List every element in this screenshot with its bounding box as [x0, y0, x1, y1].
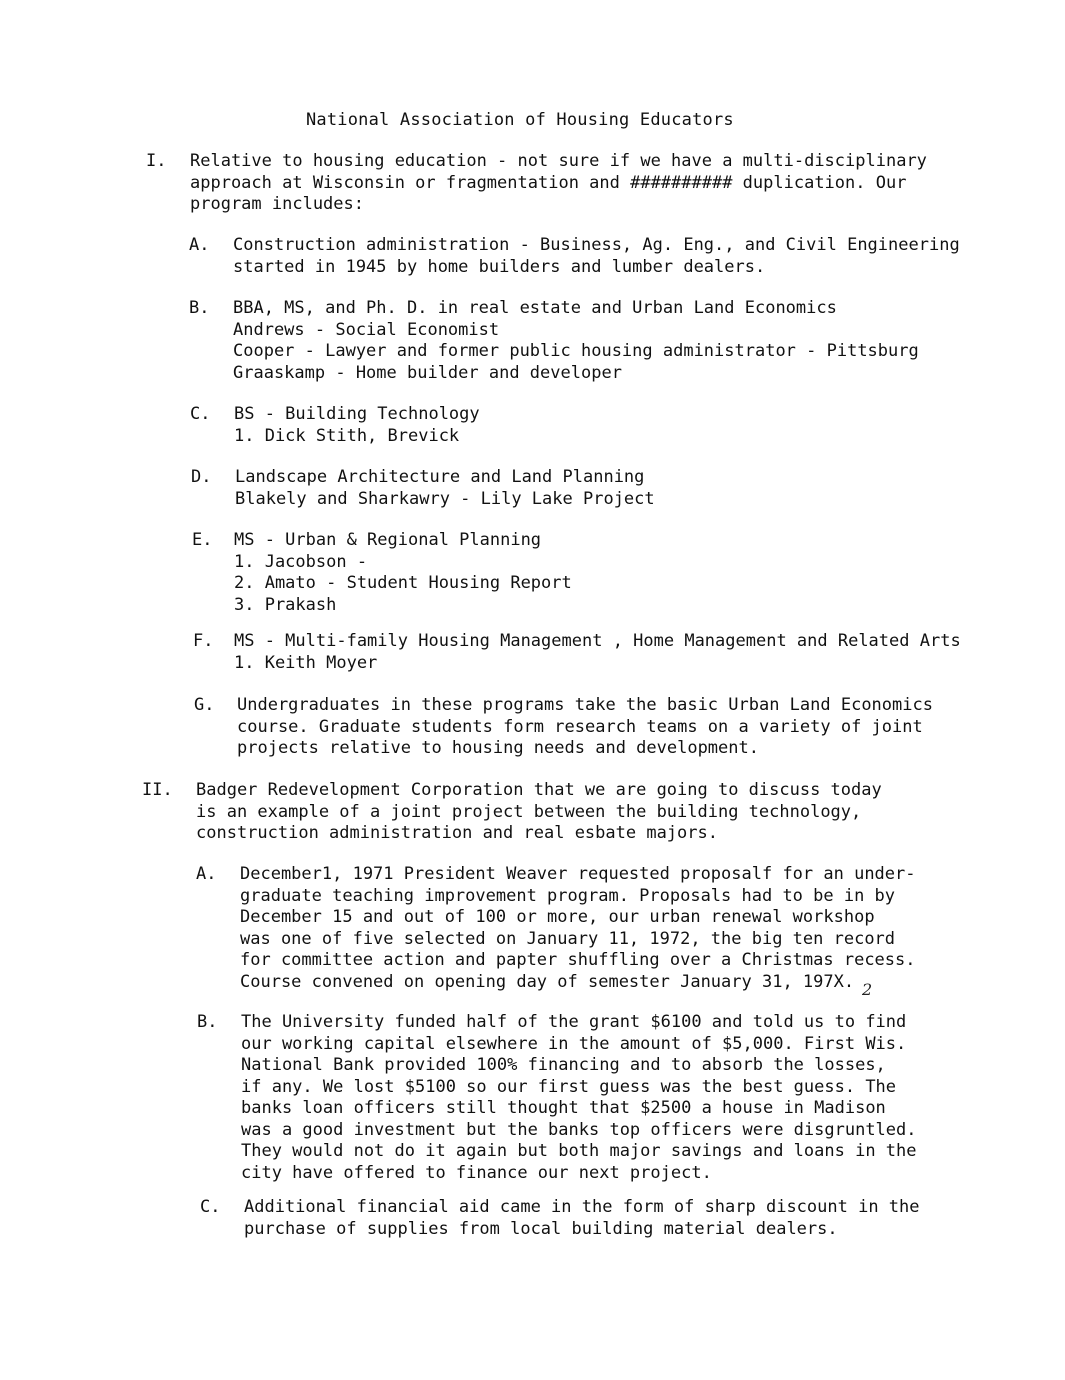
item-marker: B. — [189, 298, 210, 318]
item-marker: C. — [190, 404, 211, 424]
item-marker: G. — [194, 695, 215, 715]
section-marker: II. — [142, 780, 173, 800]
item-marker: B. — [197, 1012, 218, 1032]
item-line: if any. We lost $5100 so our first guess was the best guess. The — [241, 1076, 897, 1097]
section-marker: I. — [146, 151, 167, 171]
paragraph-line: program includes: — [190, 194, 364, 214]
item-line: December 15 and out of 100 or more, our urban renewal workshop — [240, 907, 875, 927]
item-line: course. Graduate students form research teams on a variety of joint — [237, 716, 923, 737]
item-line: BBA, MS, and Ph. D. in real estate and Urban Land Economics — [233, 298, 837, 318]
item-line: 1. Dick Stith, Brevick — [234, 425, 460, 446]
item-marker: A. — [196, 864, 217, 884]
item-line: started in 1945 by home builders and lumber dealers. — [233, 256, 766, 277]
item-marker: A. — [189, 235, 210, 255]
item-line: 2. Amato - Student Housing Report — [234, 573, 572, 593]
item-line: Undergraduates in these programs take the basic Urban Land Economics — [237, 695, 933, 715]
paragraph-line: construction administration and real esbate majors. — [196, 823, 718, 843]
item-line: banks loan officers still thought that $2500 a house in Madison — [241, 1098, 886, 1118]
item-line: graduate teaching improvement program. Proposals had to be in by — [240, 885, 896, 906]
item-line: city have offered to finance our next project. — [241, 1162, 712, 1183]
item-line: purchase of supplies from local building material dealers. — [244, 1218, 838, 1239]
item-line: MS - Multi-family Housing Management , Home Management and Related Arts — [234, 631, 961, 651]
item-line: Course convened on opening day of semester January 31, 197X. — [240, 971, 855, 992]
item-marker: C. — [200, 1197, 221, 1217]
item-line: They would not do it again but both major savings and loans in the — [241, 1141, 917, 1161]
paragraph-line: Badger Redevelopment Corporation that we are going to discuss today — [196, 780, 882, 800]
item-line: Landscape Architecture and Land Planning — [235, 467, 645, 487]
item-line: Blakely and Sharkawry - Lily Lake Project — [235, 488, 655, 509]
paragraph-line: approach at Wisconsin or fragmentation and ########## duplication. Our — [190, 172, 907, 193]
item-line: our working capital elsewhere in the amount of $5,000. First Wis. — [241, 1033, 907, 1054]
item-marker: E. — [192, 530, 213, 550]
item-line: Construction administration - Business, Ag. Eng., and Civil Engineering — [233, 235, 960, 255]
item-line: 3. Prakash — [234, 594, 337, 615]
item-marker: F. — [193, 631, 214, 651]
item-line: 1. Jacobson - — [234, 551, 368, 572]
item-line: Andrews - Social Economist — [233, 319, 500, 340]
document-title: National Association of Housing Educators — [306, 110, 734, 130]
item-line: was a good investment but the banks top officers were disgruntled. — [241, 1119, 917, 1140]
paragraph-line: is an example of a joint project between the building technology, — [196, 801, 862, 822]
handwritten-correction: 2 — [862, 980, 873, 999]
item-line: was one of five selected on January 11, 1972, the big ten record — [240, 928, 896, 949]
item-line: Cooper - Lawyer and former public housing administrator - Pittsburg — [233, 341, 919, 361]
item-line: Additional financial aid came in the form of sharp discount in the — [244, 1197, 920, 1217]
item-line: 1. Keith Moyer — [234, 652, 378, 673]
item-line: MS - Urban & Regional Planning — [234, 530, 542, 550]
item-line: projects relative to housing needs and development. — [237, 738, 759, 758]
paragraph-line: Relative to housing education - not sure if we have a multi-disciplinary — [190, 151, 927, 171]
item-line: December1, 1971 President Weaver requested proposalf for an under- — [240, 864, 916, 884]
item-line: for committee action and papter shuffling over a Christmas recess. — [240, 950, 916, 970]
item-line: BS - Building Technology — [234, 404, 480, 424]
item-marker: D. — [191, 467, 212, 487]
item-line: The University funded half of the grant $6100 and told us to find — [241, 1012, 907, 1032]
item-line: Graaskamp - Home builder and developer — [233, 362, 622, 383]
item-line: National Bank provided 100% financing and to absorb the losses, — [241, 1055, 886, 1075]
